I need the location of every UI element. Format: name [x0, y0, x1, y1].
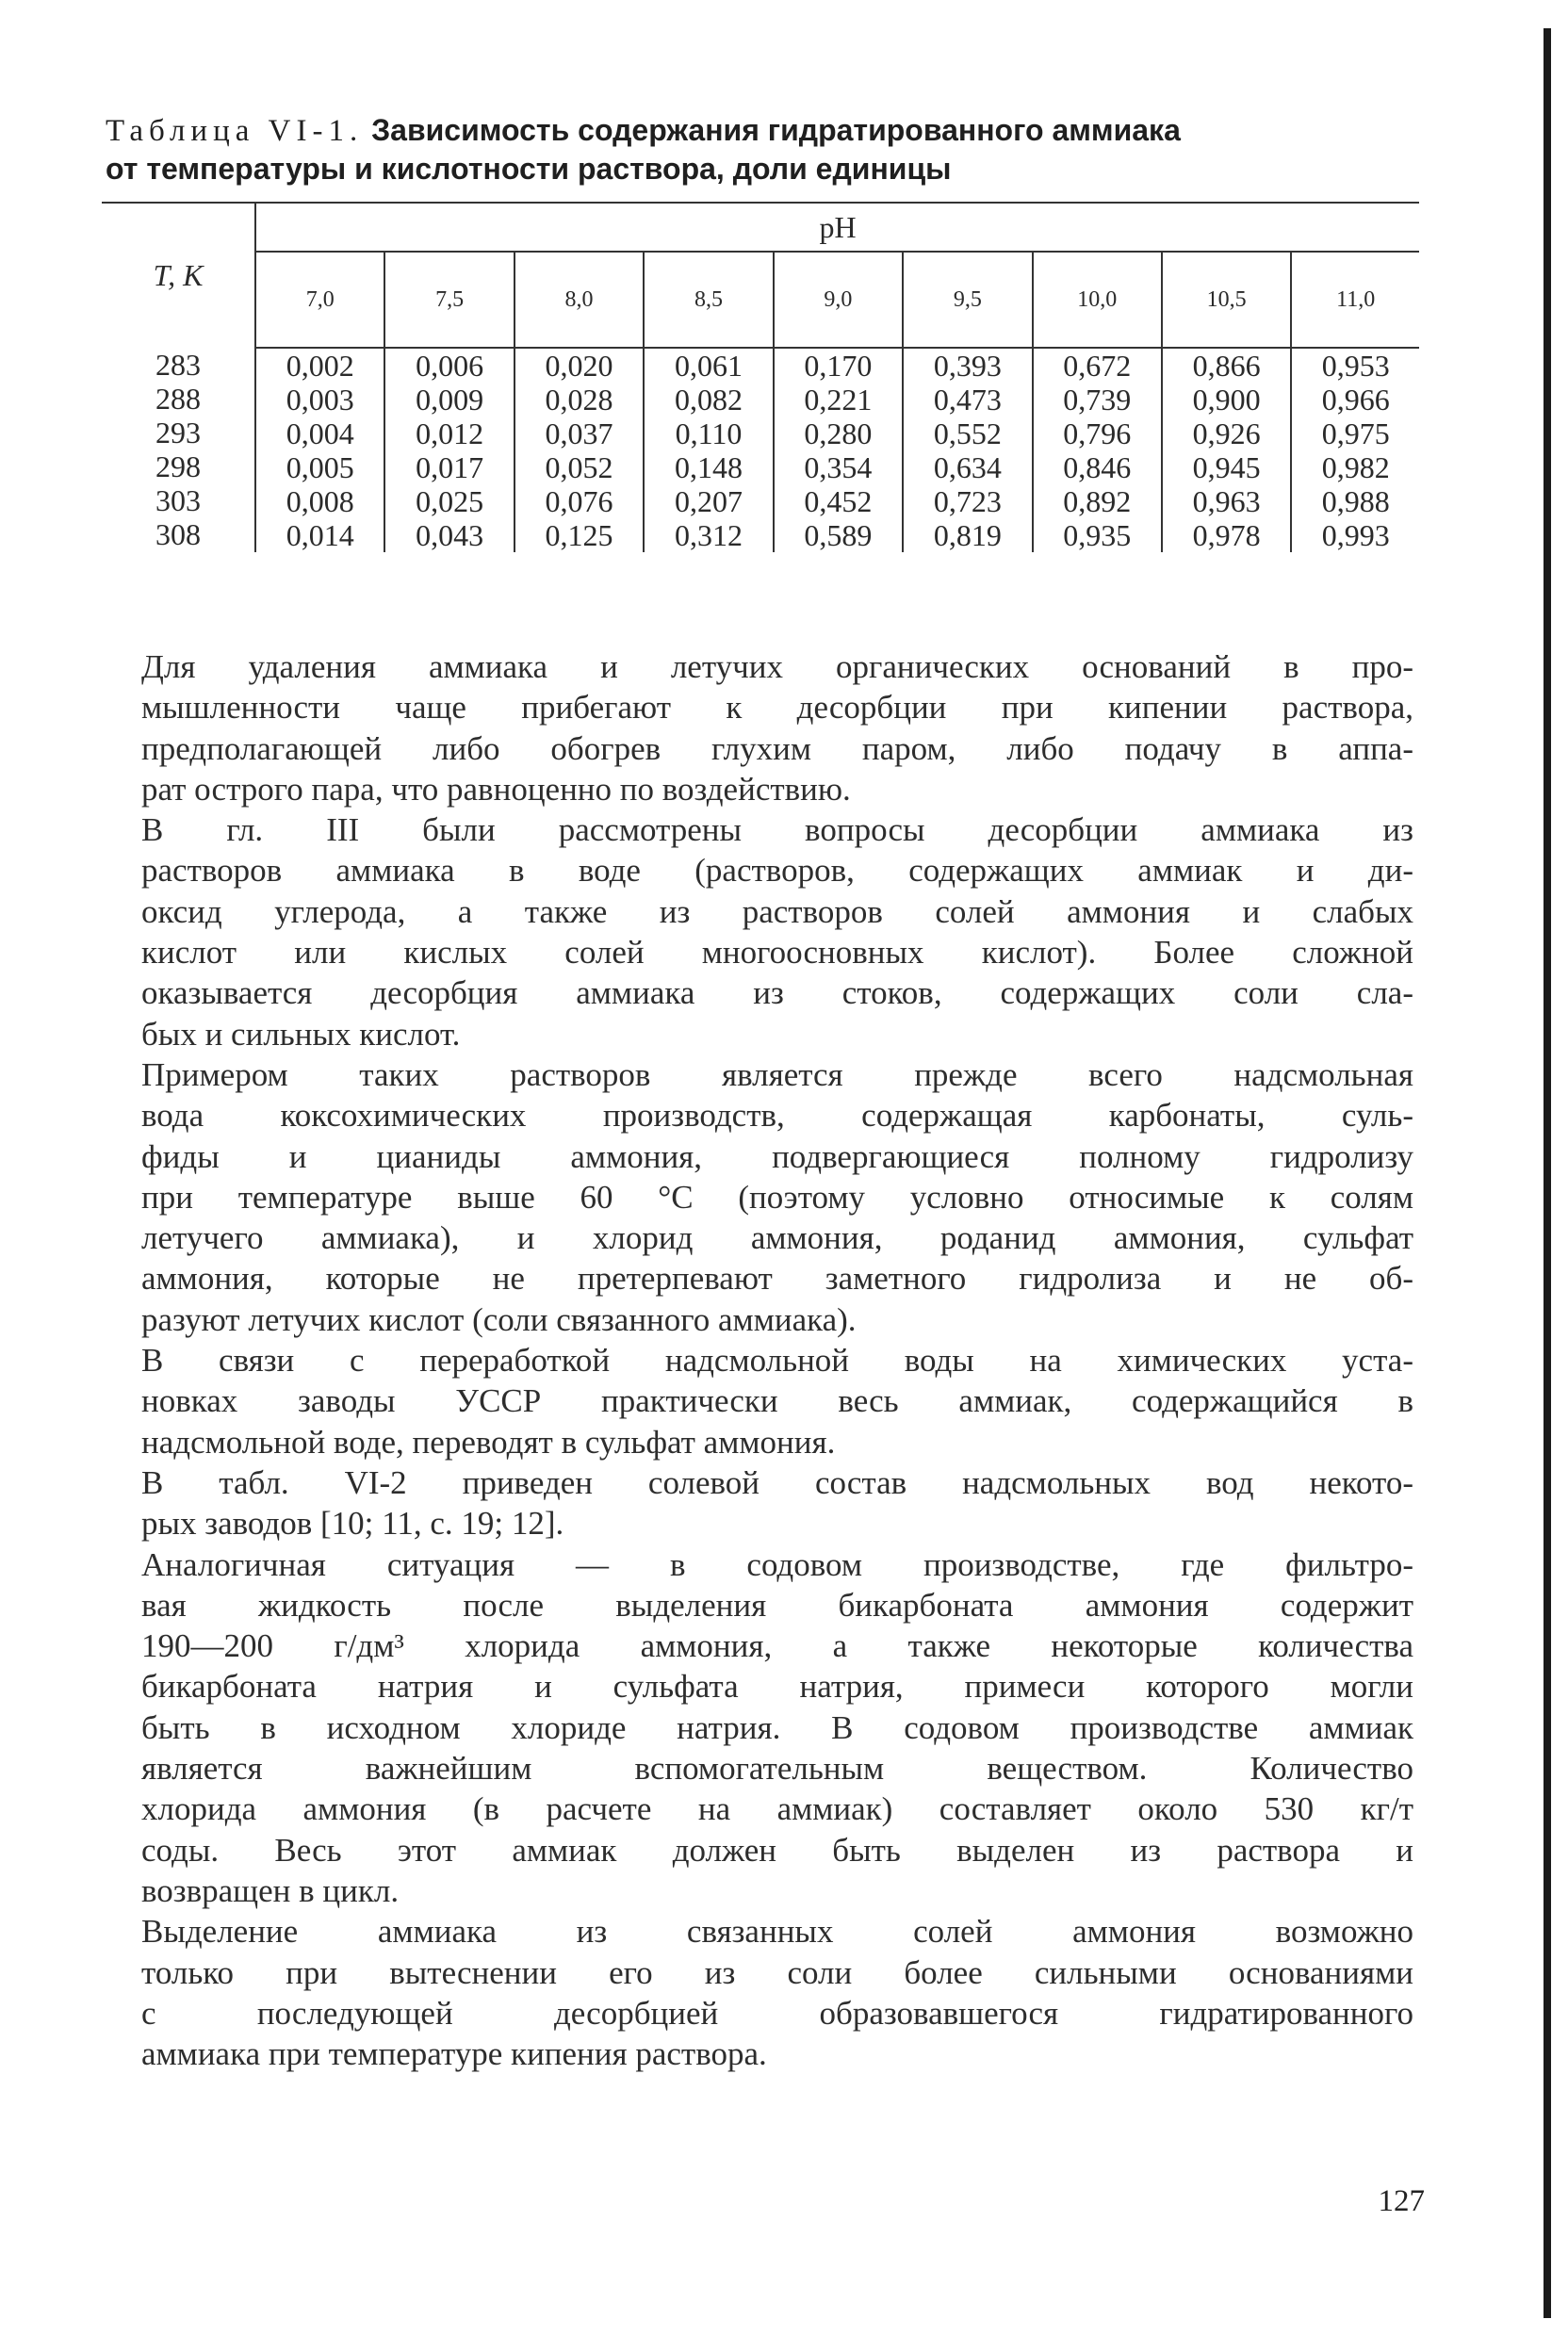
ph-header-cell: 9,0 — [774, 252, 903, 348]
table-cell-value: 0,672 — [1063, 349, 1132, 383]
ph-group-header: pH — [255, 203, 1419, 252]
temperature-value: 308 — [155, 517, 201, 551]
table-cell-value: 0,846 — [1063, 450, 1132, 484]
text-line: с последующей десорбцией образовавшегося гидратированного — [141, 1994, 1413, 2032]
text-line: вая жидкость после выделения бикарбоната аммония содержит — [141, 1586, 1413, 1624]
table-cell-value: 0,280 — [804, 416, 873, 450]
text-line: надсмольной воде, переводят в сульфат аммония. — [141, 1423, 836, 1461]
text-line: аммиака при температуре кипения раствора. — [141, 2035, 767, 2073]
table-cell-value: 0,589 — [804, 518, 873, 552]
text-line: бых и сильных кислот. — [141, 1015, 461, 1053]
page-edge-shadow — [1544, 28, 1551, 2318]
ph-header-cell: 8,0 — [514, 252, 644, 348]
ph-value-column — [644, 348, 773, 552]
table-cell-value: 0,975 — [1321, 416, 1390, 450]
temperature-value: 298 — [155, 449, 201, 483]
text-line: растворов аммиака в воде (растворов, содержащих аммиак и ди- — [141, 852, 1413, 890]
text-line: В гл. III были рассмотрены вопросы десорбции аммиака из — [141, 811, 1413, 849]
temperature-value: 288 — [155, 382, 201, 416]
text-line: мышленности чаще прибегают к десорбции при кипении раствора, — [141, 689, 1413, 727]
table-cell-value: 0,025 — [416, 484, 484, 518]
table-cell-value: 0,892 — [1063, 484, 1132, 518]
text-line: Выделение аммиака из связанных солей аммония возможно — [141, 1913, 1413, 1951]
table-header-row-1 — [102, 203, 1419, 252]
text-line: только при вытеснении его из соли более сильными основаниями — [141, 1953, 1413, 1991]
paragraph — [141, 1054, 1413, 1340]
text-line: рых заводов [10; 11, с. 19; 12]. — [141, 1505, 564, 1543]
ph-header-cell: 11,0 — [1291, 252, 1419, 348]
table-cell-value: 0,723 — [933, 484, 1002, 518]
text-line: при температуре выше 60 °С (поэтому условно относимые к солям — [141, 1178, 1413, 1216]
ph-value-column — [514, 348, 644, 552]
table-cell-value: 0,061 — [674, 349, 743, 383]
table-cell-value: 0,988 — [1321, 484, 1390, 518]
table-caption — [106, 111, 1425, 188]
text-line: предполагающей либо обогрев глухим паром, либо подачу в аппа- — [141, 729, 1413, 767]
table-number: Таблица VI-1. — [106, 114, 364, 148]
table-cell-value: 0,043 — [416, 518, 484, 552]
table-cell-value: 0,866 — [1192, 349, 1261, 383]
text-line: возвращен в цикл. — [141, 1871, 400, 1909]
table-cell-value: 0,014 — [286, 518, 354, 552]
table-cell-value: 0,993 — [1321, 518, 1390, 552]
ph-values-header-row — [102, 252, 1419, 348]
table-title-line-2: от температуры и кислотности раствора, доли единицы — [106, 152, 952, 186]
table-cell-value: 0,945 — [1192, 450, 1261, 484]
table-cell-value: 0,393 — [933, 349, 1002, 383]
table-cell-value: 0,935 — [1063, 518, 1132, 552]
table-cell-value: 0,221 — [804, 383, 873, 416]
paragraph — [141, 809, 1413, 1054]
text-line: Аналогичная ситуация — в содовом производстве, где фильтро- — [141, 1545, 1413, 1583]
text-line: Примером таких растворов является прежде всего надсмольная — [141, 1055, 1413, 1093]
ph-header-cell: 7,0 — [255, 252, 384, 348]
table-cell-value: 0,473 — [933, 383, 1002, 416]
text-line: хлорида аммония (в расчете на аммиак) составляет около 530 кг/т — [141, 1790, 1413, 1828]
ph-value-column — [255, 348, 384, 552]
table-cell-value: 0,978 — [1192, 518, 1261, 552]
text-line: соды. Весь этот аммиак должен быть выделен из раствора и — [141, 1831, 1413, 1869]
ph-header-cell: 10,0 — [1033, 252, 1162, 348]
table-cell-value: 0,002 — [286, 349, 354, 383]
table-cell-value: 0,009 — [416, 383, 484, 416]
ph-header-cell: 10,5 — [1162, 252, 1291, 348]
table-cell-value: 0,110 — [675, 416, 743, 450]
text-line: оказывается десорбция аммиака из стоков, содержащих соли сла- — [141, 974, 1413, 1012]
paragraph — [141, 1340, 1413, 1462]
text-line: летучего аммиака), и хлорид аммония, роданид аммония, сульфат — [141, 1219, 1413, 1257]
table-cell-value: 0,634 — [933, 450, 1002, 484]
text-line: новках заводы УССР практически весь аммиак, содержащийся в — [141, 1382, 1413, 1420]
table-cell-value: 0,012 — [416, 416, 484, 450]
table-cell-value: 0,028 — [545, 383, 613, 416]
text-line: является важнейшим вспомогательным веществом. Количество — [141, 1750, 1413, 1788]
text-line: бикарбоната натрия и сульфата натрия, примеси которого могли — [141, 1668, 1413, 1706]
ph-value-column — [1033, 348, 1162, 552]
table-cell-value: 0,004 — [286, 416, 354, 450]
temperature-value: 303 — [155, 483, 201, 517]
table-cell-value: 0,076 — [545, 484, 613, 518]
temperature-value: 293 — [155, 416, 201, 449]
ph-value-column — [1291, 348, 1419, 552]
table-cell-value: 0,900 — [1192, 383, 1261, 416]
text-line: фиды и цианиды аммония, подвергающиеся полному гидролизу — [141, 1137, 1413, 1175]
table-cell-value: 0,963 — [1192, 484, 1261, 518]
caption-line-1 — [106, 111, 1425, 150]
table-cell-value: 0,926 — [1192, 416, 1261, 450]
table-cell-value: 0,452 — [804, 484, 873, 518]
ph-header-cell: 8,5 — [644, 252, 773, 348]
table-cell-value: 0,008 — [286, 484, 354, 518]
paragraph — [141, 1462, 1413, 1544]
text-line: быть в исходном хлориде натрия. В содовом производстве аммиак — [141, 1708, 1413, 1746]
paragraph — [141, 1544, 1413, 1912]
ph-header-cell: 9,5 — [903, 252, 1032, 348]
table-body-row — [102, 348, 1419, 552]
table-cell-value: 0,020 — [545, 349, 613, 383]
table-cell-value: 0,552 — [933, 416, 1002, 450]
table-cell-value: 0,148 — [674, 450, 743, 484]
text-line: 190—200 г/дм³ хлорида аммония, а также некоторые количества — [141, 1627, 1413, 1665]
ph-header-cell: 7,5 — [384, 252, 514, 348]
text-line: разуют летучих кислот (соли связанного аммиака). — [141, 1300, 857, 1338]
table-cell-value: 0,006 — [416, 349, 484, 383]
table-cell-value: 0,125 — [545, 518, 613, 552]
table-cell-value: 0,207 — [674, 484, 743, 518]
table-cell-value: 0,003 — [286, 383, 354, 416]
table-cell-value: 0,354 — [804, 450, 873, 484]
table-cell-value: 0,052 — [545, 450, 613, 484]
table-cell-value: 0,982 — [1321, 450, 1390, 484]
body-text — [141, 646, 1413, 2074]
table-cell-value: 0,953 — [1321, 349, 1390, 383]
text-line: В связи с переработкой надсмольной воды на химических уста- — [141, 1342, 1413, 1380]
text-line: аммония, которые не претерпевают заметного гидролиза и не об- — [141, 1260, 1413, 1298]
text-line: В табл. VI-2 приведен солевой состав надсмольных вод некото- — [141, 1463, 1413, 1501]
caption-line-2 — [106, 150, 1425, 188]
ph-value-column — [774, 348, 903, 552]
text-line: рат острого пара, что равноценно по воздействию. — [141, 770, 851, 808]
text-line: оксид углерода, а также из растворов солей аммония и слабых — [141, 892, 1413, 930]
paragraph — [141, 646, 1413, 809]
ph-value-column — [903, 348, 1032, 552]
table-cell-value: 0,739 — [1063, 383, 1132, 416]
table-cell-value: 0,005 — [286, 450, 354, 484]
table-cell-value: 0,170 — [804, 349, 873, 383]
table-cell-value: 0,037 — [545, 416, 613, 450]
text-line: Для удаления аммиака и летучих органических оснований в про- — [141, 648, 1413, 685]
page-number: 127 — [1378, 2184, 1425, 2218]
text-line: кислот или кислых солей многоосновных кислот). Более сложной — [141, 934, 1413, 972]
temperature-value: 283 — [155, 348, 201, 382]
ph-value-column — [1162, 348, 1291, 552]
table-cell-value: 0,312 — [674, 518, 743, 552]
table-cell-value: 0,796 — [1063, 416, 1132, 450]
table-cell-value: 0,966 — [1321, 383, 1390, 416]
table-cell-value: 0,082 — [674, 383, 743, 416]
table-cell-value: 0,819 — [933, 518, 1002, 552]
paragraph — [141, 1911, 1413, 2074]
ammonia-hydration-table — [102, 202, 1419, 552]
table-cell-value: 0,017 — [416, 450, 484, 484]
table-title-line-1: Зависимость содержания гидратированного аммиака — [371, 113, 1181, 147]
temperature-column — [102, 348, 255, 552]
temperature-column-header: T, К — [102, 203, 255, 348]
text-line: вода коксохимических производств, содержащая карбонаты, суль- — [141, 1097, 1413, 1135]
ph-value-column — [384, 348, 514, 552]
